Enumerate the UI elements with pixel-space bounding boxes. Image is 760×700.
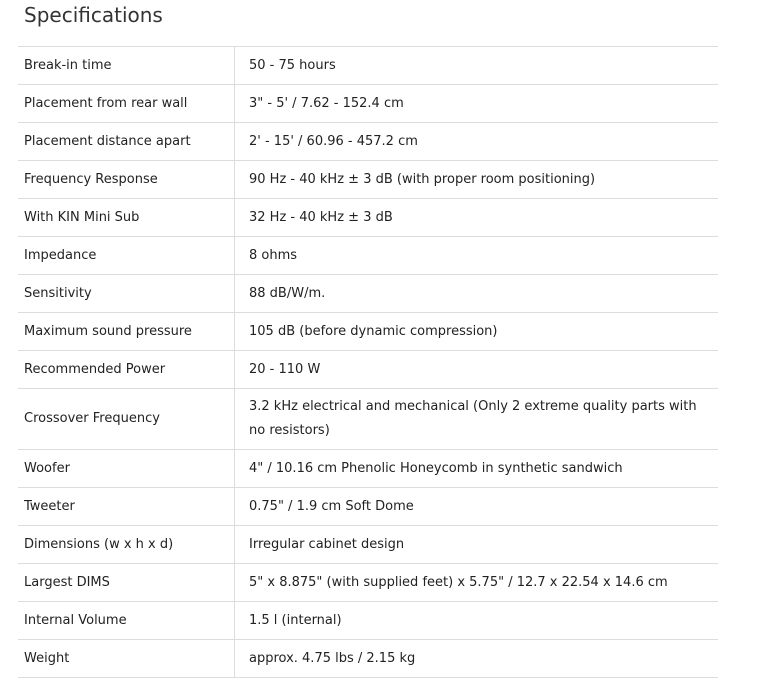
table-row xyxy=(18,450,718,488)
specifications-table xyxy=(18,46,718,678)
table-row xyxy=(18,47,718,85)
spec-label: Weight xyxy=(18,640,235,678)
table-row xyxy=(18,85,718,123)
spec-label: Internal Volume xyxy=(18,602,235,640)
spec-value: 3.2 kHz electrical and mechanical (Only 2 extreme quality parts with no resistors) xyxy=(235,389,719,450)
spec-value: 3" - 5' / 7.62 - 152.4 cm xyxy=(235,85,719,123)
spec-value: 90 Hz - 40 kHz ± 3 dB (with proper room positioning) xyxy=(235,161,719,199)
spec-label: Recommended Power xyxy=(18,351,235,389)
table-row xyxy=(18,161,718,199)
spec-value: 105 dB (before dynamic compression) xyxy=(235,313,719,351)
spec-label: Break-in time xyxy=(18,47,235,85)
spec-label: Placement from rear wall xyxy=(18,85,235,123)
spec-value: 4" / 10.16 cm Phenolic Honeycomb in synthetic sandwich xyxy=(235,450,719,488)
spec-label: Frequency Response xyxy=(18,161,235,199)
spec-value: Irregular cabinet design xyxy=(235,526,719,564)
spec-value: 32 Hz - 40 kHz ± 3 dB xyxy=(235,199,719,237)
spec-value: 50 - 75 hours xyxy=(235,47,719,85)
spec-label: Largest DIMS xyxy=(18,564,235,602)
spec-label: Sensitivity xyxy=(18,275,235,313)
spec-label: Woofer xyxy=(18,450,235,488)
spec-label: Maximum sound pressure xyxy=(18,313,235,351)
table-row xyxy=(18,351,718,389)
table-row xyxy=(18,275,718,313)
spec-label: Dimensions (w x h x d) xyxy=(18,526,235,564)
spec-value: 88 dB/W/m. xyxy=(235,275,719,313)
spec-label: Crossover Frequency xyxy=(18,389,235,450)
table-row xyxy=(18,488,718,526)
spec-value: 2' - 15' / 60.96 - 457.2 cm xyxy=(235,123,719,161)
page-title: Specifications xyxy=(24,3,163,27)
spec-label: With KIN Mini Sub xyxy=(18,199,235,237)
table-row xyxy=(18,602,718,640)
table-row xyxy=(18,123,718,161)
spec-value: 5" x 8.875" (with supplied feet) x 5.75" / 12.7 x 22.54 x 14.6 cm xyxy=(235,564,719,602)
spec-value: 8 ohms xyxy=(235,237,719,275)
spec-label: Tweeter xyxy=(18,488,235,526)
table-row xyxy=(18,237,718,275)
table-row xyxy=(18,199,718,237)
spec-value: 0.75" / 1.9 cm Soft Dome xyxy=(235,488,719,526)
table-row xyxy=(18,564,718,602)
spec-label: Placement distance apart xyxy=(18,123,235,161)
table-row xyxy=(18,526,718,564)
spec-value: 20 - 110 W xyxy=(235,351,719,389)
table-row xyxy=(18,313,718,351)
table-row xyxy=(18,389,718,450)
spec-value: 1.5 l (internal) xyxy=(235,602,719,640)
spec-value: approx. 4.75 lbs / 2.15 kg xyxy=(235,640,719,678)
table-row xyxy=(18,640,718,678)
spec-label: Impedance xyxy=(18,237,235,275)
